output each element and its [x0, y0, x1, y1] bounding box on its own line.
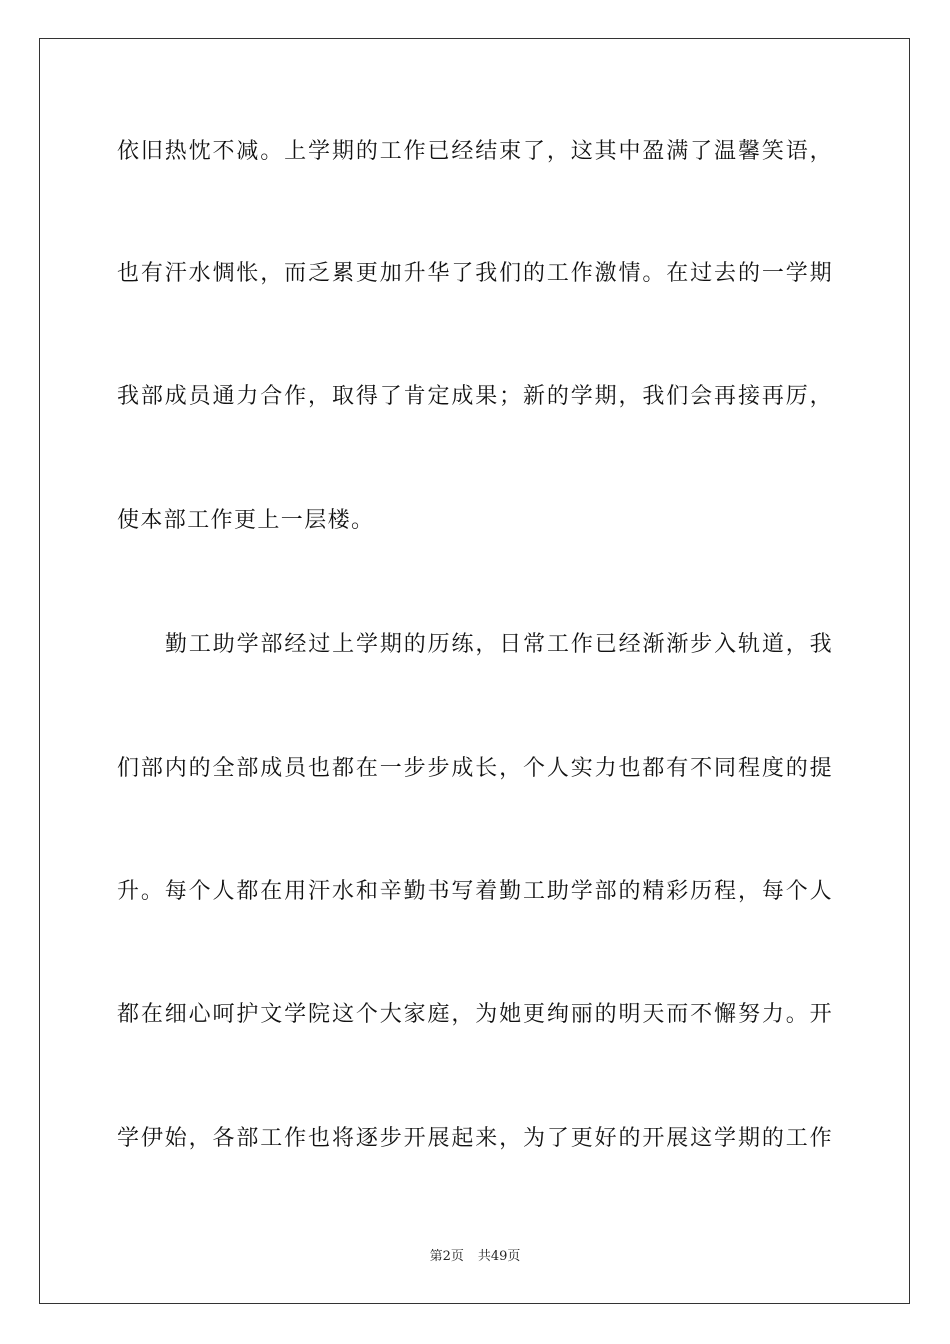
text-line-6: 们部内的全部成员也都在一步步成长，个人实力也都有不同程度的提 [117, 756, 833, 781]
page-number: 第2页 [429, 1249, 464, 1264]
page-border [39, 38, 910, 1304]
page-footer [0, 1245, 950, 1264]
text-line-7: 升。每个人都在用汗水和辛勤书写着勤工助学部的精彩历程，每个人 [117, 879, 833, 904]
text-line-5: 勤工助学部经过上学期的历练，日常工作已经渐渐步入轨道，我 [165, 632, 833, 657]
text-line-3: 我部成员通力合作，取得了肯定成果；新的学期，我们会再接再厉， [117, 384, 833, 409]
text-line-2: 也有汗水惆怅，而乏累更加升华了我们的工作激情。在过去的一学期 [117, 261, 833, 286]
total-pages: 共49页 [477, 1249, 521, 1264]
text-line-9: 学伊始，各部工作也将逐步开展起来，为了更好的开展这学期的工作 [117, 1126, 833, 1151]
text-line-1: 依旧热忱不减。上学期的工作已经结束了，这其中盈满了温馨笑语， [117, 139, 833, 164]
text-line-8: 都在细心呵护文学院这个大家庭，为她更绚丽的明天而不懈努力。开 [117, 1002, 833, 1027]
text-line-4: 使本部工作更上一层楼。 [117, 508, 375, 533]
